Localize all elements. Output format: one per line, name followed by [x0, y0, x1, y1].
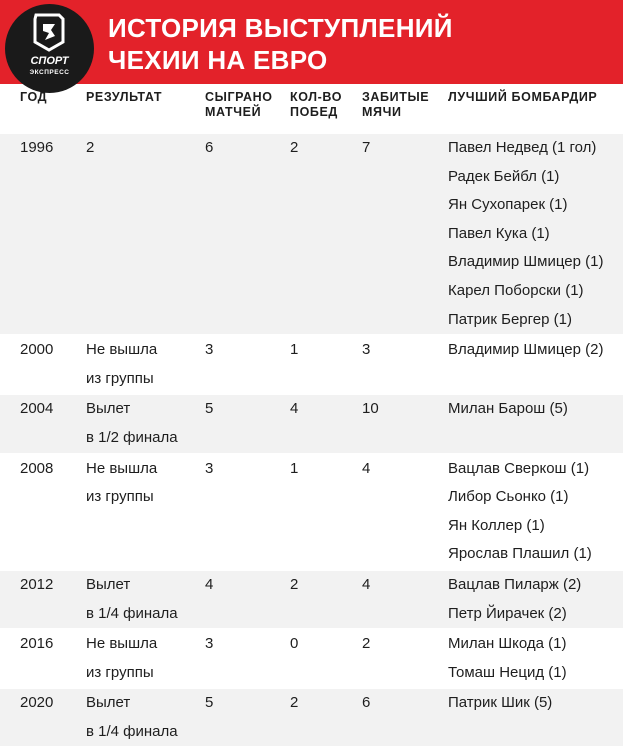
scorer-name: Ян Коллер (1)	[448, 516, 545, 534]
result-line: Вылет	[86, 575, 131, 593]
result-line: в 1/4 финала	[86, 604, 178, 622]
scorer-name: Ярослав Плашил (1)	[448, 545, 592, 563]
scorer-name: Патрик Шик (5)	[448, 694, 553, 712]
scorer-name: Карел Поборски (1)	[448, 281, 584, 299]
scorer-cell	[448, 570, 623, 629]
scorer-cell	[448, 134, 623, 335]
wins-cell: 4	[290, 394, 362, 453]
scorer-name: Владимир Шмицер (2)	[448, 341, 604, 359]
played-cell: 5	[205, 688, 290, 747]
header-label: МЯЧИ	[362, 105, 402, 119]
wins-cell: 0	[290, 629, 362, 688]
wins-cell: 1	[290, 454, 362, 570]
result-cell	[86, 134, 205, 335]
result-line: Вылет	[86, 694, 131, 712]
header-label: ГОД	[20, 90, 48, 104]
logo-text-top: СПОРТ	[30, 55, 69, 67]
scorer-name: Милан Барош (5)	[448, 400, 568, 418]
sport-express-logo	[5, 4, 94, 93]
table-row	[0, 688, 623, 747]
year-cell: 2008	[0, 454, 86, 570]
year-cell: 2004	[0, 394, 86, 453]
result-line: Не вышла	[86, 341, 158, 359]
col-result-header	[86, 84, 205, 134]
table-row	[0, 570, 623, 629]
result-cell	[86, 570, 205, 629]
result-line: Не вышла	[86, 459, 158, 477]
wins-cell: 2	[290, 688, 362, 747]
played-cell: 5	[205, 394, 290, 453]
goals-cell: 4	[362, 454, 448, 570]
wins-cell: 1	[290, 335, 362, 394]
col-scorer-header	[448, 84, 623, 134]
scorer-name: Радек Бейбл (1)	[448, 167, 560, 185]
header-label: КОЛ-ВО	[290, 90, 343, 104]
result-line: из группы	[86, 488, 154, 506]
scorer-name: Томаш Нецид (1)	[448, 663, 567, 681]
result-cell	[86, 394, 205, 453]
scorer-name: Павел Недвед (1 гол)	[448, 139, 597, 156]
table-row	[0, 335, 623, 394]
table-row	[0, 394, 623, 453]
scorer-cell	[448, 688, 623, 747]
col-goals-header	[362, 84, 448, 134]
year-cell: 2012	[0, 570, 86, 629]
result-line: Вылет	[86, 400, 131, 418]
goals-cell: 6	[362, 688, 448, 747]
result-line: из группы	[86, 369, 154, 387]
result-cell	[86, 688, 205, 747]
played-cell: 4	[205, 570, 290, 629]
scorer-name: Ян Сухопарек (1)	[448, 196, 568, 214]
scorer-cell	[448, 394, 623, 453]
year-cell: 2020	[0, 688, 86, 747]
scorer-name: Петр Йирачек (2)	[448, 604, 567, 622]
result-line: 2	[86, 139, 95, 156]
title-line-2: ЧЕХИИ НА ЕВРО	[108, 45, 328, 75]
scorer-name: Патрик Бергер (1)	[448, 310, 572, 328]
played-cell: 3	[205, 335, 290, 394]
logo-emblem-icon	[5, 4, 94, 93]
euro-history-table	[0, 84, 623, 748]
goals-cell: 4	[362, 570, 448, 629]
scorer-name: Павел Кука (1)	[448, 224, 550, 242]
col-wins-header	[290, 84, 362, 134]
year-cell: 2000	[0, 335, 86, 394]
logo-text-bottom: ЭКСПРЕСС	[29, 69, 70, 76]
goals-cell: 2	[362, 629, 448, 688]
scorer-name: Либор Сьонко (1)	[448, 488, 569, 506]
year-cell: 1996	[0, 134, 86, 335]
wins-cell: 2	[290, 570, 362, 629]
played-cell: 3	[205, 454, 290, 570]
header-label: СЫГРАНО	[205, 90, 273, 104]
header-label: РЕЗУЛЬТАТ	[86, 90, 163, 104]
scorer-cell	[448, 454, 623, 570]
scorer-name: Милан Шкода (1)	[448, 635, 567, 653]
col-played-header	[205, 84, 290, 134]
scorer-cell	[448, 629, 623, 688]
played-cell: 6	[205, 134, 290, 335]
result-cell	[86, 629, 205, 688]
goals-cell: 7	[362, 134, 448, 335]
header-label: ЛУЧШИЙ БОМБАРДИР	[448, 90, 598, 104]
result-line: в 1/4 финала	[86, 722, 178, 740]
year-cell: 2016	[0, 629, 86, 688]
scorer-name: Вацлав Пиларж (2)	[448, 575, 582, 593]
table-body	[0, 134, 623, 747]
result-cell	[86, 454, 205, 570]
header-label: ПОБЕД	[290, 105, 338, 119]
played-cell: 3	[205, 629, 290, 688]
table-row	[0, 454, 623, 570]
table-row	[0, 134, 623, 335]
page-title	[108, 12, 453, 76]
header-label: МАТЧЕЙ	[205, 105, 262, 119]
table-row	[0, 629, 623, 688]
result-cell	[86, 335, 205, 394]
result-line: из группы	[86, 663, 154, 681]
result-line: Не вышла	[86, 635, 158, 653]
title-line-1: ИСТОРИЯ ВЫСТУПЛЕНИЙ	[108, 13, 453, 43]
scorer-name: Вацлав Сверкош (1)	[448, 459, 590, 477]
result-line: в 1/2 финала	[86, 428, 178, 446]
header-label: ЗАБИТЫЕ	[362, 90, 430, 104]
wins-cell: 2	[290, 134, 362, 335]
scorer-cell	[448, 335, 623, 394]
goals-cell: 3	[362, 335, 448, 394]
scorer-name: Владимир Шмицер (1)	[448, 253, 604, 271]
goals-cell: 10	[362, 394, 448, 453]
